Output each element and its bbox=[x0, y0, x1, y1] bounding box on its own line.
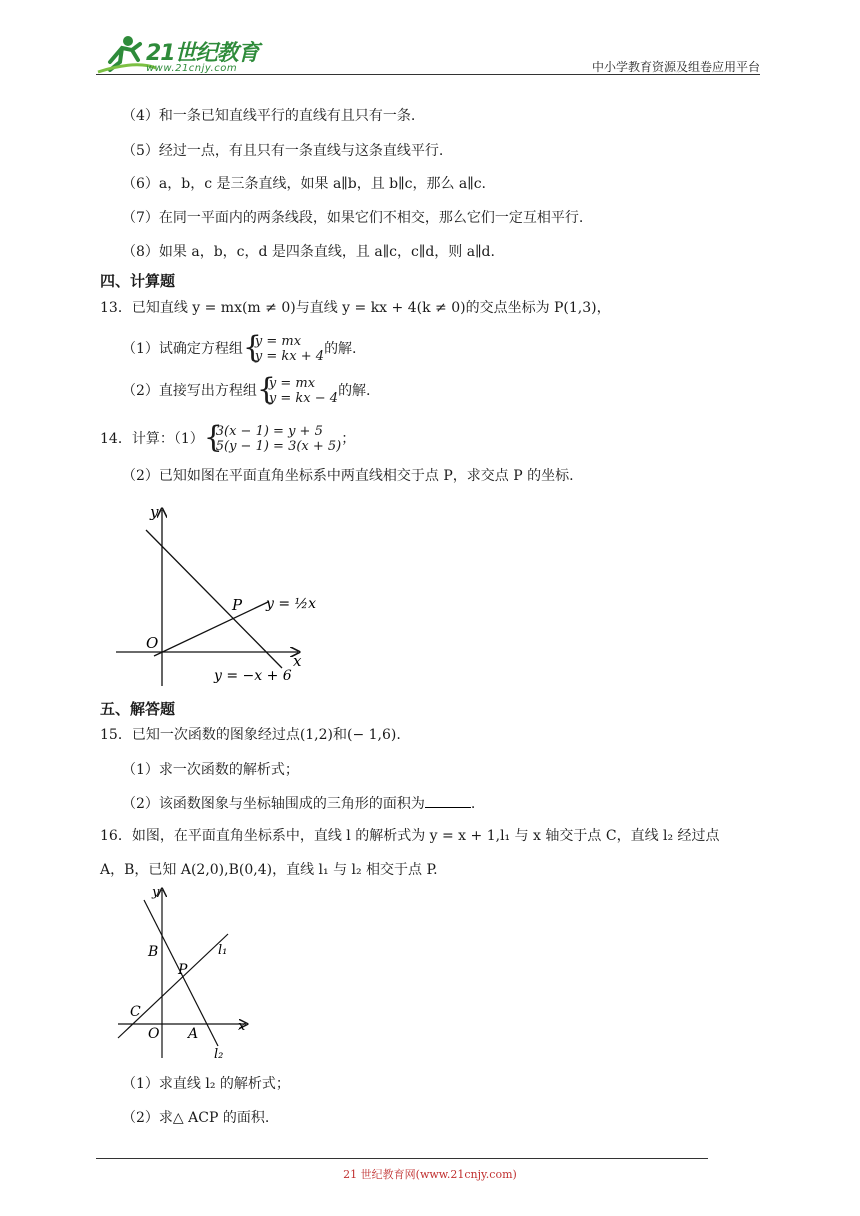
q14-figure bbox=[110, 500, 330, 690]
q13-part1-eq2: y = kx + 4 bbox=[254, 349, 325, 364]
q14-prefix: 14．计算：（1） bbox=[100, 431, 204, 447]
q14-line-half-x bbox=[154, 602, 268, 656]
q14-part1 bbox=[100, 420, 356, 455]
q13-part2-suffix: 的解. bbox=[338, 383, 371, 399]
q13-part1-eq1: y = mx bbox=[254, 334, 302, 349]
statement-8: （8）如果 a，b，c，d 是四条直线，且 a∥c，c∥d，则 a∥d. bbox=[122, 244, 495, 260]
header-platform-name: 中小学教育资源及组卷应用平台 bbox=[591, 60, 760, 74]
q15-part2-prefix: （2）该函数图象与坐标轴围成的三角形的面积为 bbox=[122, 796, 425, 812]
q14-part2: （2）已知如图在平面直角坐标系中两直线相交于点 P，求交点 P 的坐标. bbox=[122, 468, 574, 484]
q13-stem: 13．已知直线 y = mx(m ≠ 0)与直线 y = kx + 4(k ≠ 0)的交点坐标为 P(1,3)， bbox=[100, 300, 611, 316]
q14-line2-label: y = −x + 6 bbox=[214, 668, 292, 684]
section-title-calculation: 四、计算题 bbox=[100, 272, 176, 290]
q16-part2: （2）求△ ACP 的面积. bbox=[122, 1110, 270, 1126]
q15-answer-blank bbox=[425, 795, 471, 808]
q15-part2 bbox=[122, 794, 475, 814]
q15-part1: （1）求一次函数的解析式； bbox=[122, 762, 299, 778]
q14-line-neg-x-plus-6 bbox=[146, 530, 282, 668]
q14-x-label: x bbox=[293, 652, 302, 670]
q13-part2 bbox=[122, 372, 371, 407]
statement-6: （6）a，b，c 是三条直线，如果 a∥b，且 b∥c，那么 a∥c. bbox=[122, 176, 487, 192]
q13-part2-eq1: y = mx bbox=[268, 376, 316, 391]
q16-point-b-label: B bbox=[148, 944, 159, 960]
q15-stem: 15．已知一次函数的图象经过点(1,2)和(− 1,6). bbox=[100, 727, 401, 743]
q14-eq1: 3(x − 1) = y + 5 bbox=[215, 424, 323, 439]
header-divider bbox=[96, 74, 760, 75]
footer-text: 21 世纪教育网(www.21cnjy.com) bbox=[343, 1168, 517, 1181]
section-title-answers: 五、解答题 bbox=[100, 700, 176, 718]
q16-origin-label: O bbox=[148, 1026, 160, 1042]
statement-4: （4）和一条已知直线平行的直线有且只有一条. bbox=[122, 108, 416, 124]
q15-part2-suffix: . bbox=[470, 796, 476, 812]
q16-point-a-label: A bbox=[188, 1026, 199, 1042]
q14-suffix: ； bbox=[341, 431, 356, 447]
q13-part1-system: { y = mx y = kx + 4 bbox=[242, 330, 325, 365]
q16-part1: （1）求直线 l₂ 的解析式； bbox=[122, 1076, 290, 1092]
q13-part1 bbox=[122, 330, 357, 365]
q16-x-label: x bbox=[238, 1019, 246, 1034]
q16-y-label: y bbox=[152, 885, 160, 900]
q16-point-c-label: C bbox=[130, 1004, 141, 1020]
footer-divider bbox=[96, 1158, 708, 1159]
q13-part2-eq2: y = kx − 4 bbox=[268, 391, 339, 406]
statement-7: （7）在同一平面内的两条线段，如果它们不相交，那么它们一定互相平行. bbox=[122, 210, 584, 226]
q16-stem-line2: A，B，已知 A(2,0),B(0,4)，直线 l₁ 与 l₂ 相交于点 P. bbox=[100, 862, 438, 878]
q16-figure bbox=[110, 884, 260, 1064]
q14-line1-label: y = ½x bbox=[266, 596, 317, 612]
q14-origin-label: O bbox=[146, 634, 159, 652]
q13-part2-system: { y = mx y = kx − 4 bbox=[256, 372, 339, 407]
q16-stem-line1: 16．如图，在平面直角坐标系中，直线 l 的解析式为 y = x + 1,l₁ 与 x 轴交于点 C，直线 l₂ 经过点 bbox=[100, 828, 720, 844]
q13-part2-prefix: （2）直接写出方程组 bbox=[122, 383, 257, 399]
q16-l1-label: l₁ bbox=[218, 943, 228, 958]
q13-part1-suffix: 的解. bbox=[324, 341, 357, 357]
q14-point-p-label: P bbox=[232, 596, 243, 614]
q16-line-l1 bbox=[118, 934, 228, 1038]
logo-url: www.21cnjy.com bbox=[146, 63, 238, 74]
q16-l2-label: l₂ bbox=[214, 1047, 224, 1062]
statement-5: （5）经过一点，有且只有一条直线与这条直线平行. bbox=[122, 143, 444, 159]
q14-eq2: 5(y − 1) = 3(x + 5) bbox=[215, 439, 342, 454]
q13-part1-prefix: （1）试确定方程组 bbox=[122, 341, 243, 357]
q16-point-p-label: P bbox=[178, 962, 188, 978]
q14-y-label: y bbox=[150, 503, 159, 521]
q14-system: { 3(x − 1) = y + 5 5(y − 1) = 3(x + 5) bbox=[203, 420, 342, 455]
logo-text: 21世纪教育 bbox=[146, 41, 259, 66]
